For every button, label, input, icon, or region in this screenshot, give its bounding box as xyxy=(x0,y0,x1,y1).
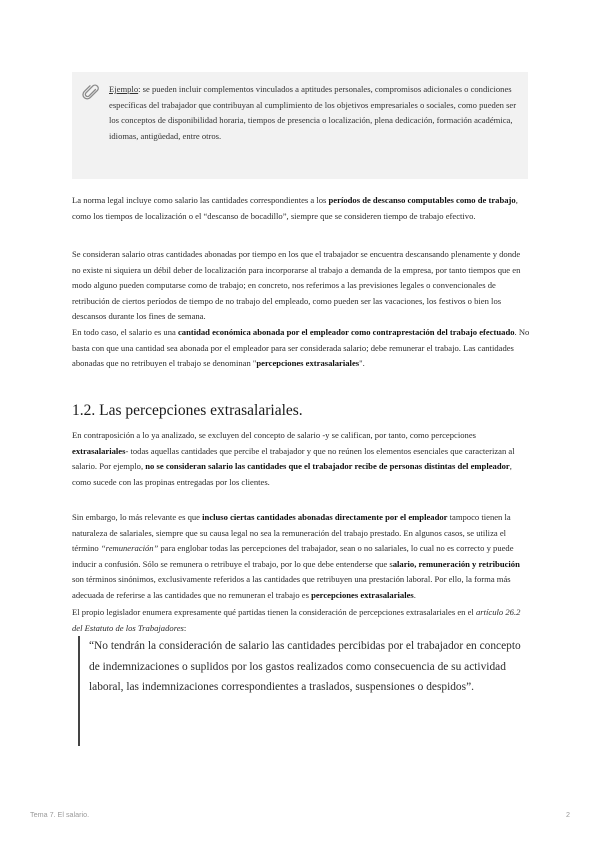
text-run: - todas aquellas cantidades que percibe el trabajador y que no reúnen los elementos esenciales que caracterizan al salario. Por ejemplo, xyxy=(72,445,515,471)
bold-run: percepciones extrasalariales xyxy=(311,589,414,600)
bold-run: extrasalariales xyxy=(72,445,126,456)
legal-quote: “No tendrán la consideración de salario las cantidades percibidas por el trabajador en concepto de indemnizaciones o suplidos por los gastos realizados como consecuencia de su actividad laboral, las indemnizaciones correspondientes a traslados, suspensiones o despidos”. xyxy=(78,636,528,746)
bold-run: no se consideran salario las cantidades que el trabajador recibe de personas distintas del empleador xyxy=(145,461,510,471)
paragraph-sin-embargo xyxy=(72,510,530,603)
paragraph-contraprestacion xyxy=(72,325,530,372)
paperclip-icon xyxy=(82,83,102,103)
text-run: Se consideran salario otras cantidades abonadas por tiempo en los que el trabajador se encuentra descansando plenamente y donde no existe ni siquiera un débil deber de localización para incorporarse al trabajo a demanda de la empresa, por tanto tiempos que en modo alguno pueden computarse como de trabajo; en concreto, nos referimos a las previsiones legales o convencionales de retribución de ciertos períodos de tiempo de no trabajo del empleado, como pueden ser las vacaciones, los festivos o bien los descansos durante los fines de semana. xyxy=(72,249,521,321)
italic-run: “remuneración” xyxy=(100,543,159,553)
text-run: son términos sinónimos, exclusivamente referidos a las cantidades que retribuyen una prestación laboral. Por ello, la forma más adecuada de referirse a las cantidades que no remuneran el trabajo es xyxy=(72,574,511,600)
bold-run: períodos de descanso computables como de trabajo xyxy=(328,195,516,205)
example-body: : se pueden incluir complementos vinculados a aptitudes personales, compromisos adicionales o condiciones específicas del trabajador que contribuyan al cumplimiento de los objetivos empresariales o sociales, como pueden ser los conceptos de disponibilidad horaria, tiempos de presencia o localización, plena dedicación, formación académica, idiomas, antigüedad, entre otros. xyxy=(109,84,517,141)
example-label: Ejemplo xyxy=(109,84,139,94)
paragraph-otras-cantidades xyxy=(72,247,530,325)
text-run: , como sucede con las propinas entregadas por los clientes. xyxy=(72,461,512,487)
text-run: ". xyxy=(359,358,365,368)
bold-run: alario, remuneración y retribución xyxy=(392,558,520,569)
text-run: . No basta con que una cantidad sea abonada por el empleador para ser considerada salario; debe remunerar el trabajo. Las cantidades abonadas que no retribuyen el trabajo se denominan " xyxy=(72,327,530,368)
text-run: tampoco tienen la naturaleza de salariales, siempre que su causa legal no sea la remuneración del trabajo prestado. En algunos casos, se utiliza el término xyxy=(72,512,511,553)
text-run: El propio legislador enumera expresamente qué partidas tienen la consideración de percepciones extrasalariales en el xyxy=(72,607,476,617)
bold-run: cantidad económica abonada por el empleador como contraprestación del trabajo efectuado xyxy=(177,327,515,337)
statute-reference: artículo 26.2 del Estatuto de los Trabajadores xyxy=(72,607,521,633)
text-run: La norma legal incluye como salario las cantidades correspondientes a los xyxy=(72,195,329,205)
footer-title: Tema 7. El salario. xyxy=(30,810,90,819)
paragraph-legislador xyxy=(72,605,530,636)
text-run: para englobar todas las percepciones del trabajador, sean o no salariales, lo cual no es correcto y puede inducir a confusión. Sólo se remunera o retribuye el trabajo, por lo que debe entenderse que s xyxy=(72,543,514,569)
bold-run: percepciones extrasalariales xyxy=(256,358,360,368)
text-run: . xyxy=(413,589,416,600)
text-run: , como los tiempos de localización o el “descanso de bocadillo”, siempre que se consideren tiempo de trabajo efectivo. xyxy=(72,195,518,221)
paragraph-descanso xyxy=(72,193,530,224)
text-run: : xyxy=(183,622,187,633)
example-text xyxy=(109,82,519,144)
section-heading: 1.2. Las percepciones extrasalariales. xyxy=(72,402,303,419)
example-callout xyxy=(72,72,528,179)
text-run: En todo caso, el salario es una xyxy=(72,327,178,337)
text-run: En contraposición a lo ya analizado, se excluyen del concepto de salario -y se califican, por tanto, como percepciones xyxy=(72,430,476,440)
paragraph-contraposicion xyxy=(72,428,530,490)
bold-run: incluso ciertas cantidades abonadas directamente por el empleador xyxy=(202,512,448,522)
text-run: Sin embargo, lo más relevante es que xyxy=(72,512,203,522)
page-number: 2 xyxy=(566,810,570,819)
